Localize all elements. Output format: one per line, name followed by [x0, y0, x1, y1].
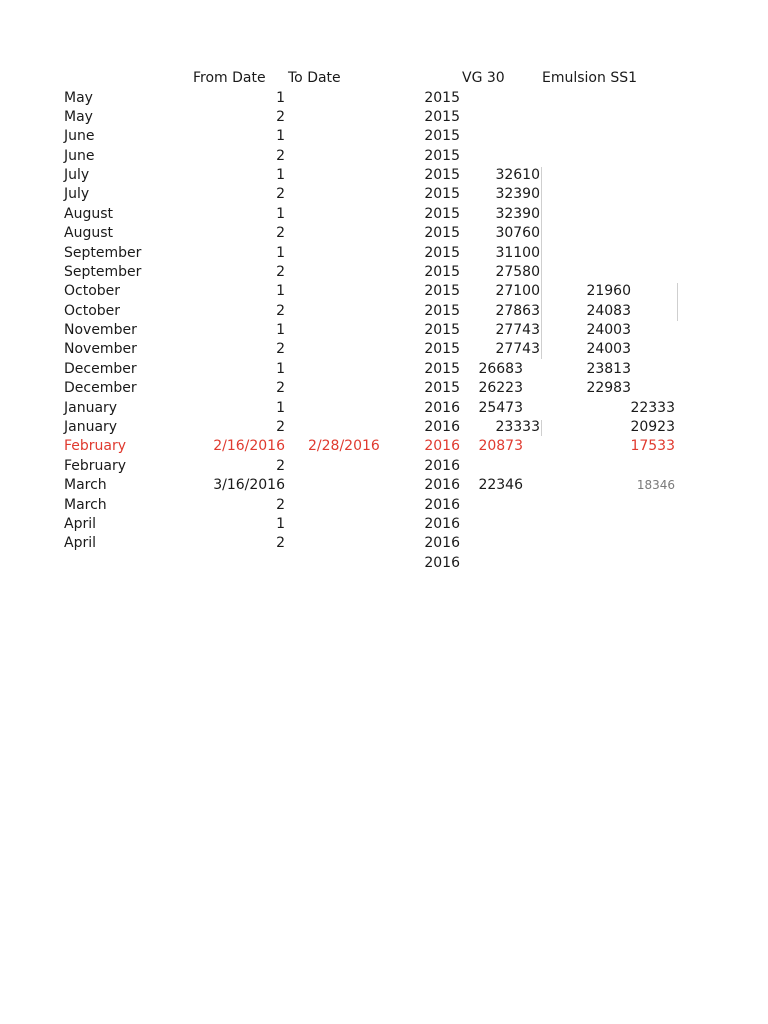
from-date-cell: 2 — [276, 496, 285, 513]
vg30-cell: 27743 — [495, 341, 540, 358]
month-cell: January — [64, 399, 118, 416]
column-divider — [677, 283, 678, 321]
month-cell: April — [64, 535, 96, 552]
from-date-cell: 2 — [276, 535, 285, 552]
from-date-cell: 2 — [276, 419, 285, 435]
emulsion-cell: 20923 — [630, 419, 675, 435]
month-cell: May — [64, 108, 93, 125]
table-row — [0, 399, 768, 418]
month-cell: December — [64, 360, 137, 377]
table-row — [0, 89, 768, 108]
from-date-cell: 2 — [276, 457, 285, 474]
year-cell: 2015 — [424, 244, 460, 261]
vg30-cell: 26683 — [478, 360, 523, 377]
from-date-cell: 1 — [276, 515, 285, 532]
from-date-cell: 2 — [276, 341, 285, 358]
month-cell: January — [64, 419, 118, 435]
month-cell: July — [64, 186, 90, 203]
table-row — [0, 147, 768, 166]
from-date-cell: 1 — [276, 128, 285, 145]
month-cell: May — [64, 89, 93, 106]
table-row — [0, 224, 768, 243]
from-date-cell: 2 — [276, 225, 285, 242]
vg30-cell: 32390 — [495, 205, 540, 222]
header-emulsion: Emulsion SS1 — [542, 70, 637, 86]
table-row — [0, 476, 768, 495]
emulsion-cell: 23813 — [586, 360, 631, 377]
table-row — [0, 515, 768, 534]
year-cell: 2015 — [424, 147, 460, 164]
year-cell: 2015 — [424, 322, 460, 339]
table-row — [0, 534, 768, 553]
year-cell: 2016 — [424, 554, 460, 571]
table-row — [0, 418, 768, 437]
year-cell: 2015 — [424, 128, 460, 145]
year-cell: 2015 — [424, 380, 460, 397]
year-cell: 2015 — [424, 341, 460, 358]
header-from-date: From Date — [193, 70, 266, 86]
from-date-cell: 1 — [276, 244, 285, 261]
vg30-cell: 25473 — [478, 399, 523, 416]
vg30-cell: 20873 — [478, 438, 523, 455]
month-cell: September — [64, 263, 142, 280]
from-date-cell: 1 — [276, 167, 285, 183]
from-date-cell: 1 — [276, 360, 285, 377]
table-row — [0, 496, 768, 515]
from-date-cell: 2 — [276, 147, 285, 164]
year-cell: 2016 — [424, 496, 460, 513]
emulsion-cell: 24083 — [586, 302, 631, 319]
year-cell: 2015 — [424, 186, 460, 203]
month-cell: June — [64, 128, 95, 145]
emulsion-cell: 24003 — [586, 322, 631, 339]
from-date-cell: 2 — [276, 108, 285, 125]
vg30-cell: 32390 — [495, 186, 540, 203]
year-cell: 2015 — [424, 302, 460, 319]
from-date-cell: 3/16/2016 — [213, 477, 285, 494]
emulsion-cell: 17533 — [630, 438, 675, 455]
from-date-cell: 1 — [276, 322, 285, 339]
from-date-cell: 2 — [276, 186, 285, 203]
table-row — [0, 360, 768, 379]
emulsion-cell: 21960 — [586, 283, 631, 300]
year-cell: 2016 — [424, 515, 460, 532]
year-cell: 2016 — [424, 438, 460, 455]
vg30-cell: 26223 — [478, 380, 523, 397]
year-cell: 2016 — [424, 399, 460, 416]
header-to-date: To Date — [288, 70, 341, 86]
emulsion-cell: 22983 — [586, 380, 631, 397]
year-cell: 2016 — [424, 419, 460, 435]
emulsion-cell: 22333 — [630, 399, 675, 416]
to-date-cell: 2/28/2016 — [308, 438, 380, 455]
vg30-cell: 31100 — [495, 244, 540, 261]
month-cell: April — [64, 515, 96, 532]
month-cell: July — [64, 167, 90, 183]
from-date-cell: 2 — [276, 263, 285, 280]
table-row — [0, 244, 768, 263]
year-cell: 2016 — [424, 477, 460, 494]
year-cell: 2015 — [424, 167, 460, 183]
table-row — [0, 108, 768, 127]
vg30-cell: 32610 — [495, 167, 540, 183]
from-date-cell: 2 — [276, 302, 285, 319]
month-cell: March — [64, 496, 107, 513]
table-row — [0, 263, 768, 282]
vg30-cell: 22346 — [478, 477, 523, 494]
year-cell: 2016 — [424, 457, 460, 474]
year-cell: 2016 — [424, 535, 460, 552]
vg30-cell: 27863 — [495, 302, 540, 319]
table-row — [0, 457, 768, 476]
month-cell: February — [64, 438, 127, 455]
year-cell: 2015 — [424, 283, 460, 300]
month-cell: June — [64, 147, 95, 164]
table-row — [0, 205, 768, 224]
table-row — [0, 302, 768, 321]
month-cell: December — [64, 380, 137, 397]
month-cell: November — [64, 341, 137, 358]
from-date-cell: 1 — [276, 89, 285, 106]
table-row — [0, 127, 768, 146]
year-cell: 2015 — [424, 89, 460, 106]
from-date-cell: 1 — [276, 399, 285, 416]
table-row — [0, 340, 768, 359]
from-date-cell: 2/16/2016 — [213, 438, 285, 455]
month-cell: March — [64, 477, 107, 494]
table-row — [0, 437, 768, 456]
vg30-cell: 27580 — [495, 263, 540, 280]
from-date-cell: 1 — [276, 205, 285, 222]
vg30-cell: 27100 — [495, 283, 540, 300]
emulsion-cell: 24003 — [586, 341, 631, 358]
vg30-cell: 30760 — [495, 225, 540, 242]
from-date-cell: 1 — [276, 283, 285, 300]
table-row — [0, 185, 768, 204]
column-divider — [541, 420, 542, 436]
year-cell: 2015 — [424, 360, 460, 377]
year-cell: 2015 — [424, 205, 460, 222]
table-row — [0, 554, 768, 573]
month-cell: October — [64, 283, 121, 300]
table-row — [0, 321, 768, 340]
table-row — [0, 282, 768, 301]
vg30-cell: 23333 — [495, 419, 540, 435]
emulsion-cell: 18346 — [636, 478, 675, 493]
vg30-cell: 27743 — [495, 322, 540, 339]
from-date-cell: 2 — [276, 380, 285, 397]
table-row — [0, 166, 768, 185]
column-divider — [541, 167, 542, 359]
header-row — [0, 69, 768, 88]
header-vg30: VG 30 — [462, 70, 505, 86]
month-cell: October — [64, 302, 121, 319]
month-cell: February — [64, 457, 127, 474]
year-cell: 2015 — [424, 108, 460, 125]
month-cell: August — [64, 205, 113, 222]
month-cell: November — [64, 322, 137, 339]
month-cell: August — [64, 225, 113, 242]
year-cell: 2015 — [424, 263, 460, 280]
year-cell: 2015 — [424, 225, 460, 242]
table-row — [0, 379, 768, 398]
month-cell: September — [64, 244, 142, 261]
